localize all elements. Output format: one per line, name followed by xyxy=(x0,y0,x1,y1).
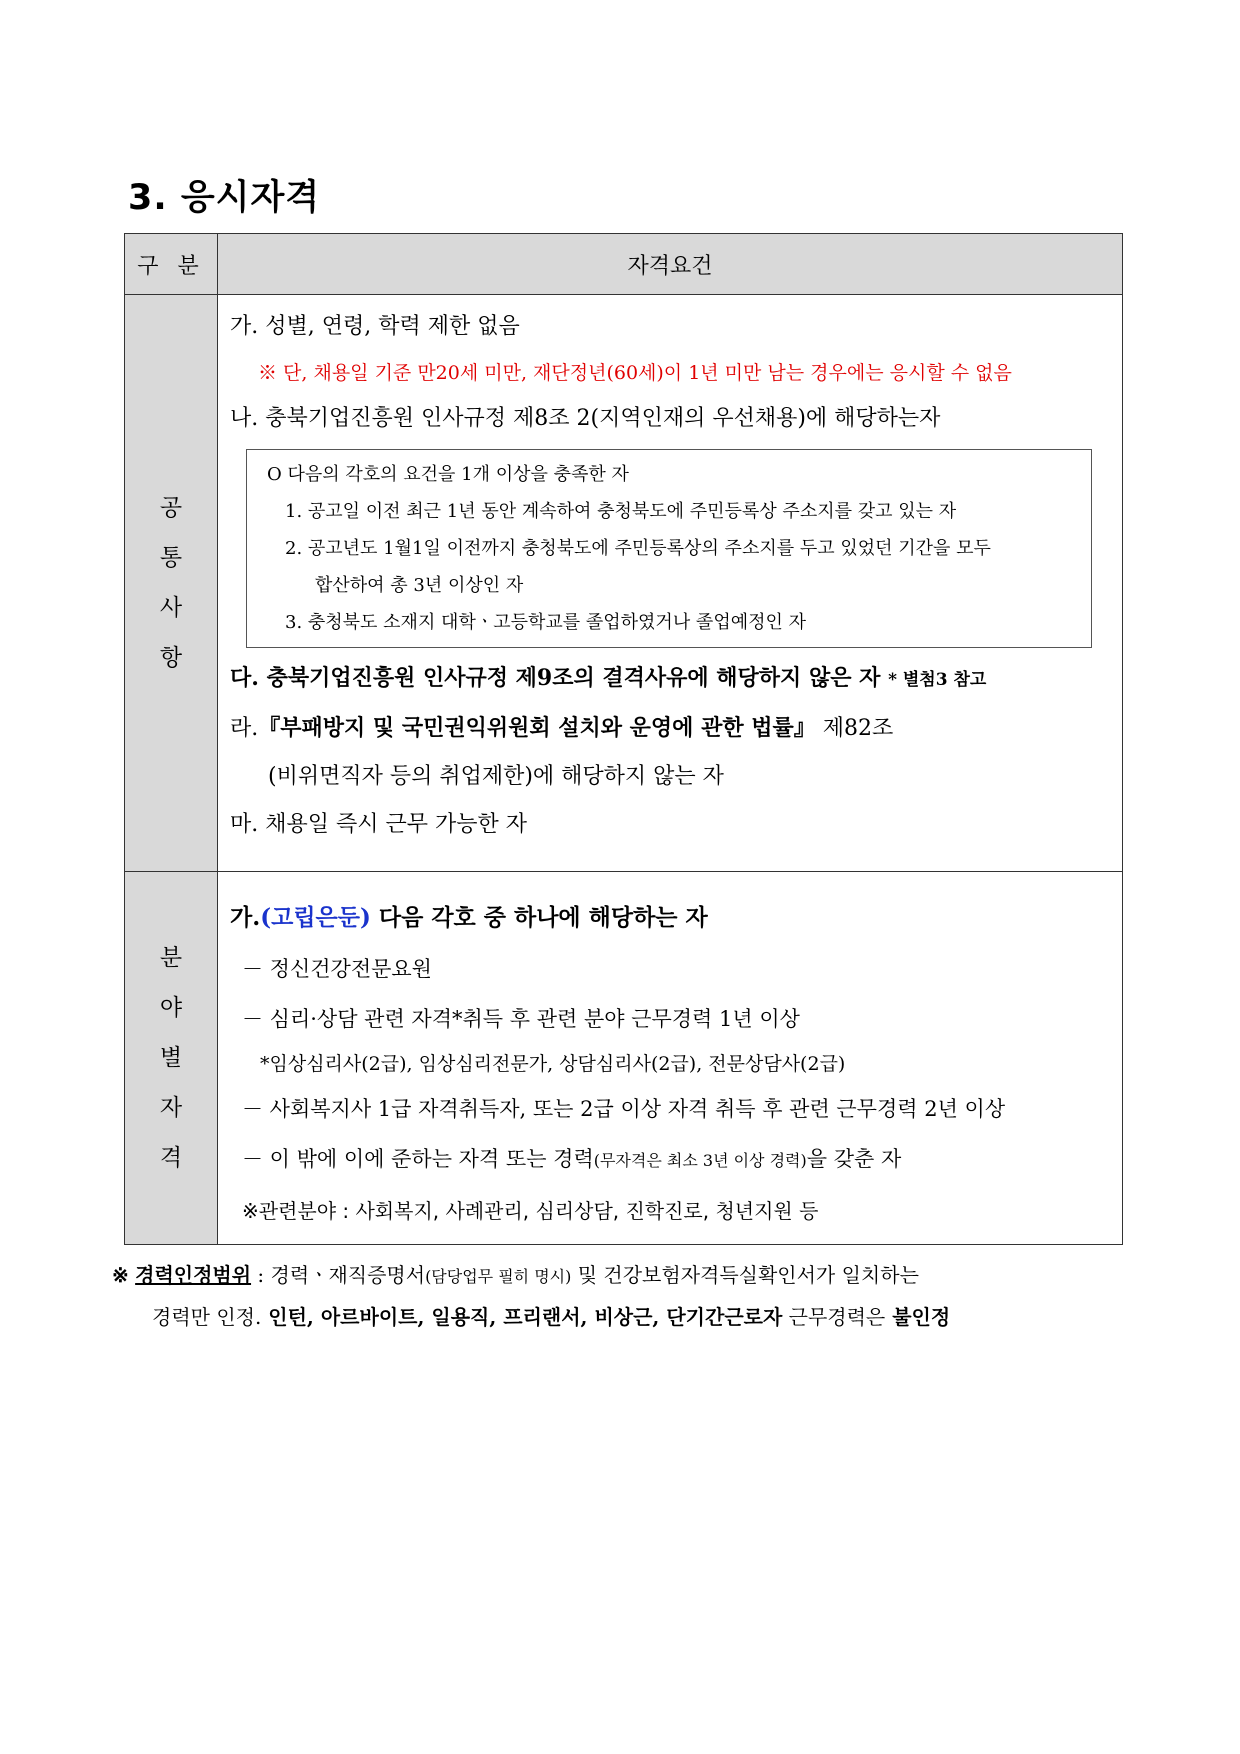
footnote-line-1 xyxy=(112,1255,1122,1297)
item-na: 나. 충북기업진흥원 인사규정 제8조 2(지역인재의 우선채용)에 해당하는자 xyxy=(230,406,941,431)
footnote-line2-b: 근무경력은 xyxy=(782,1305,886,1329)
common-side-label xyxy=(125,295,218,872)
side-char: 통 xyxy=(159,545,183,571)
box-lead: O 다음의 각호의 요건을 1개 이상을 충족한 자 xyxy=(267,464,629,485)
footnote-line2-bold2: 불인정 xyxy=(885,1305,951,1329)
field-lead-prefix: 가. xyxy=(230,904,261,931)
box-item-3: 3. 충청북도 소재지 대학ㆍ고등학교를 졸업하였거나 졸업예정인 자 xyxy=(285,612,806,633)
item-ra-law: 『부패방지 및 국민권익위원회 설치와 운영에 관한 법률』 xyxy=(258,715,816,741)
field-line-4-a: － 이 밖에 이에 준하는 자격 또는 경력 xyxy=(242,1147,594,1171)
field-line-3: － 사회복지사 1급 자격취득자, 또는 2급 이상 자격 취득 후 관련 근무경력 2년 이상 xyxy=(242,1097,1006,1121)
common-requirements-row xyxy=(125,295,1123,872)
item-ma: 마. 채용일 즉시 근무 가능한 자 xyxy=(230,812,527,837)
footnote-line2-bold: 인턴, 아르바이트, 일용직, 프리랜서, 비상근, 단기간근로자 xyxy=(261,1305,783,1329)
related-fields-note: ※관련분야 : 사회복지, 사례관리, 심리상담, 진학진로, 청년지원 등 xyxy=(242,1199,819,1223)
side-char: 격 xyxy=(159,1145,183,1171)
regional-talent-box xyxy=(246,449,1092,648)
field-line-2-note: *임상심리사(2급), 임상심리전문가, 상담심리사(2급), 전문상담사(2급) xyxy=(260,1053,846,1075)
field-lead xyxy=(230,892,1110,944)
side-char: 분 xyxy=(159,945,183,971)
qualification-table xyxy=(124,233,1123,1245)
footnote-mark: ※ xyxy=(112,1263,129,1287)
footnote-line-2 xyxy=(112,1297,1122,1338)
footnote-label: 경력인정범위 xyxy=(135,1263,252,1287)
field-line-1: － 정신건강전문요원 xyxy=(242,957,432,981)
item-ga-note: ※ 단, 채용일 기준 만20세 미만, 재단정년(60세)이 1년 미만 남는 경우에는 응시할 수 없음 xyxy=(258,362,1012,384)
item-ra xyxy=(230,704,1110,753)
item-da xyxy=(230,654,1110,704)
field-requirements-row xyxy=(125,872,1123,1245)
field-lead-rest: 다음 각호 중 하나에 해당하는 자 xyxy=(370,904,708,931)
box-item-2a: 2. 공고년도 1월1일 이전까지 충청북도에 주민등록상의 주소지를 두고 있었던 기간을 모두 xyxy=(285,538,991,559)
side-char: 자 xyxy=(159,1095,183,1121)
footnote-text1: : 경력ㆍ재직증명서 xyxy=(251,1263,426,1287)
side-char: 별 xyxy=(159,1045,183,1071)
common-requirements-cell xyxy=(218,295,1123,872)
column-header-category: 구 분 xyxy=(125,234,218,295)
field-line-2: － 심리·상담 관련 자격*취득 후 관련 분야 근무경력 1년 이상 xyxy=(242,1007,800,1031)
field-side-label xyxy=(125,872,218,1245)
item-ra-prefix: 라. xyxy=(230,716,259,741)
item-da-text: 다. 충북기업진흥원 인사규정 제9조의 결격사유에 해당하지 않은 자 xyxy=(230,665,881,691)
box-item-2b: 합산하여 총 3년 이상인 자 xyxy=(315,575,524,596)
box-item-1: 1. 공고일 이전 최근 1년 동안 계속하여 충청북도에 주민등록상 주소지를 갖고 있는 자 xyxy=(285,501,957,522)
side-char: 항 xyxy=(159,645,183,671)
field-line-4 xyxy=(230,1134,1110,1186)
item-ra-line2: (비위면직자 등의 취업제한)에 해당하지 않는 자 xyxy=(268,764,724,789)
career-recognition-footnote xyxy=(112,1255,1122,1338)
section-title: 3. 응시자격 xyxy=(128,178,321,218)
field-line-4-small: (무자격은 최소 3년 이상 경력) xyxy=(593,1151,807,1170)
field-requirements-cell xyxy=(218,872,1123,1245)
footnote-line2-a: 경력만 인정. xyxy=(152,1305,262,1329)
footnote-text1-rest: 및 건강보험자격득실확인서가 일치하는 xyxy=(571,1263,919,1287)
table-header-row xyxy=(125,234,1123,295)
side-char: 공 xyxy=(159,495,183,521)
side-char: 야 xyxy=(159,995,183,1021)
field-line-4-b: 을 갖춘 자 xyxy=(806,1147,902,1171)
item-ra-suffix: 제82조 xyxy=(815,716,894,741)
item-da-note: * 별첨3 참고 xyxy=(888,670,987,690)
item-ga: 가. 성별, 연령, 학력 제한 없음 xyxy=(230,314,520,339)
footnote-text1-small: (담당업무 필히 명시) xyxy=(425,1267,572,1286)
field-lead-blue: (고립은둔) xyxy=(260,904,371,931)
side-char: 사 xyxy=(159,595,183,621)
column-header-requirements: 자격요건 xyxy=(218,234,1123,295)
